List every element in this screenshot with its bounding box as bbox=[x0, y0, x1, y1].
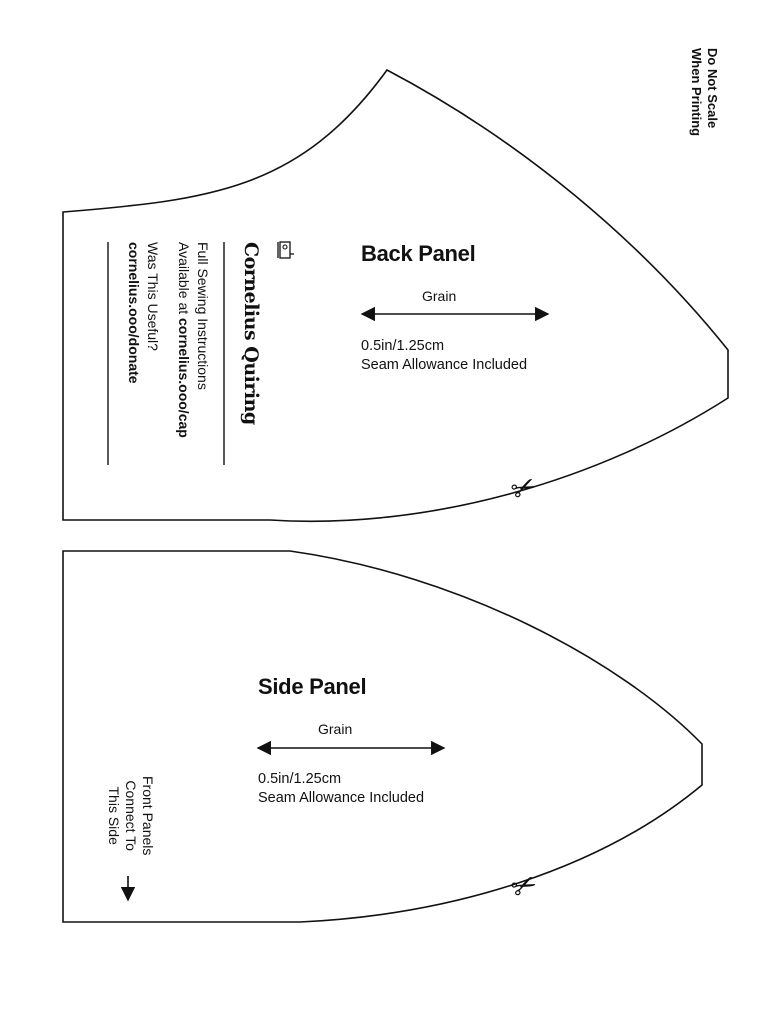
back-panel-seam-info bbox=[361, 337, 527, 375]
donate-url-link[interactable]: cornelius.ooo/donate bbox=[126, 242, 142, 384]
back-panel-seam-line1: 0.5in/1.25cm bbox=[361, 338, 445, 354]
instructions-line2 bbox=[174, 242, 193, 438]
back-panel-grain-label: Grain bbox=[422, 288, 457, 304]
front-note-line1: Front Panels bbox=[140, 776, 156, 856]
front-note-line3: This Side bbox=[106, 786, 122, 845]
instructions-line1: Full Sewing Instructions bbox=[195, 242, 211, 390]
donate-block bbox=[124, 242, 162, 384]
instructions-prefix: Available at bbox=[176, 242, 192, 319]
back-panel-title: Back Panel bbox=[361, 241, 476, 266]
back-panel-seam-line2: Seam Allowance Included bbox=[361, 357, 528, 373]
print-notice-line2: When Printing bbox=[689, 48, 704, 137]
instructions-url-link[interactable]: cornelius.ooo/cap bbox=[176, 318, 192, 438]
side-panel-seam-line1: 0.5in/1.25cm bbox=[258, 771, 342, 787]
side-panel-outline bbox=[63, 551, 702, 922]
useful-question: Was This Useful? bbox=[145, 242, 161, 351]
sewing-instructions bbox=[174, 242, 212, 438]
front-note-line2: Connect To bbox=[123, 780, 139, 851]
side-panel-seam-info bbox=[258, 770, 424, 808]
scissors-icon: ✂ bbox=[505, 468, 543, 509]
brand-name: Cornelius Quiring bbox=[240, 242, 262, 425]
print-notice bbox=[688, 48, 720, 136]
scissors-icon: ✂ bbox=[505, 866, 543, 907]
side-panel-seam-line2: Seam Allowance Included bbox=[258, 790, 425, 806]
back-panel-outline bbox=[63, 70, 728, 521]
side-panel-title: Side Panel bbox=[258, 674, 367, 699]
sewing-machine-logo-icon bbox=[278, 242, 294, 258]
side-panel-grain-label: Grain bbox=[318, 721, 353, 737]
front-panels-note bbox=[105, 776, 156, 855]
print-notice-line1: Do Not Scale bbox=[705, 48, 720, 129]
